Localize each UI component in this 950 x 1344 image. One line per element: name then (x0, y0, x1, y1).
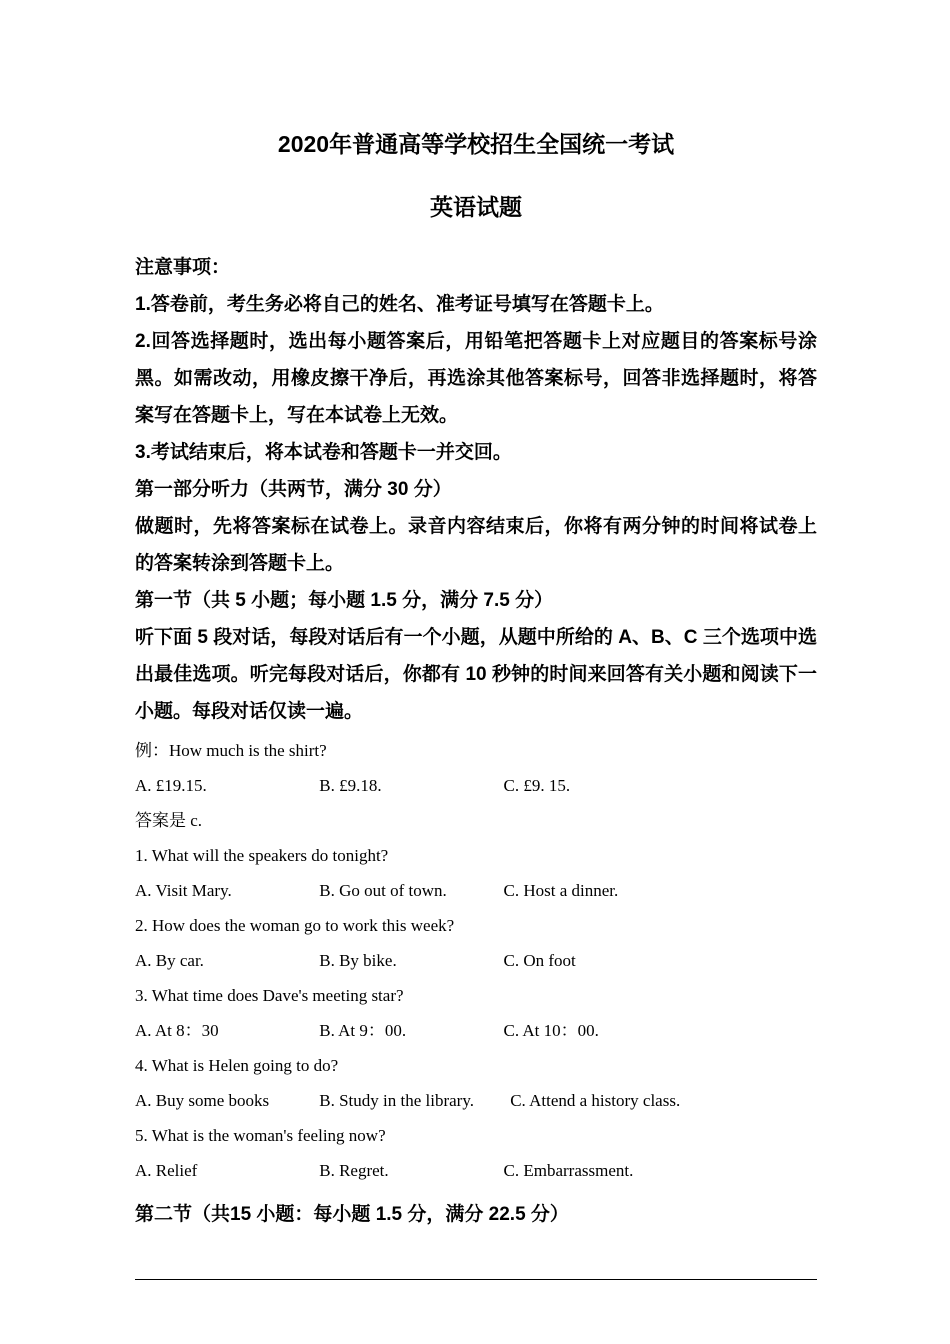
question-4-option-b: B. Study in the library. (319, 1091, 474, 1110)
question-2-options (135, 951, 817, 971)
question-2-option-c: C. On foot (503, 951, 576, 970)
question-5-options (135, 1161, 817, 1181)
section2-heading: 第二节（共15 小题：每小题 1.5 分，满分 22.5 分） (135, 1204, 569, 1225)
question-1-option-b: B. Go out of town. (319, 881, 447, 900)
question-5-text: 5. What is the woman's feeling now? (135, 1126, 386, 1145)
note-item-1: 1.答卷前，考生务必将自己的姓名、准考证号填写在答题卡上。 (135, 294, 664, 315)
question-3-text: 3. What time does Dave's meeting star? (135, 986, 404, 1005)
question-3-option-c: C. At 10：00. (503, 1021, 599, 1040)
page-content (135, 0, 817, 1280)
question-4-option-a: A. Buy some books (135, 1091, 270, 1110)
question-4-options (135, 1091, 817, 1111)
question-5-option-a: A. Relief (135, 1161, 198, 1180)
question-1-option-c: C. Host a dinner. (503, 881, 619, 900)
question-2-option-a: A. By car. (135, 951, 204, 970)
section1-heading: 第一节（共 5 小题；每小题 1.5 分，满分 7.5 分） (135, 590, 554, 611)
question-5-option-c: C. Embarrassment. (503, 1161, 634, 1180)
example-option-a: A. £19.15. (135, 776, 207, 795)
question-3-options (135, 1021, 817, 1041)
exam-title: 2020年普通高等学校招生全国统一考试 (277, 131, 675, 157)
exam-subtitle: 英语试题 (430, 194, 522, 220)
part1-note: 做题时，先将答案标在试卷上。录音内容结束后，你将有两分钟的时间将试卷上的答案转涂到答题卡上。 (135, 516, 817, 574)
question-3-option-b: B. At 9：00. (319, 1021, 407, 1040)
example-question: 例：How much is the shirt? (135, 741, 327, 760)
question-2-text: 2. How does the woman go to work this week? (135, 916, 455, 935)
example-options (135, 776, 817, 796)
footer-divider (135, 1279, 817, 1280)
question-4-option-c: C. Attend a history class. (510, 1091, 681, 1110)
question-5-option-b: B. Regret. (319, 1161, 389, 1180)
question-1-option-a: A. Visit Mary. (135, 881, 232, 900)
example-option-b: B. £9.18. (319, 776, 382, 795)
notes-heading: 注意事项： (135, 257, 231, 278)
question-1-text: 1. What will the speakers do tonight? (135, 846, 389, 865)
note-item-2: 2.回答选择题时，选出每小题答案后，用铅笔把答题卡上对应题目的答案标号涂黑。如需改动，用橡皮擦干净后，再选涂其他答案标号，回答非选择题时，将答案写在答题卡上，写在本试卷上无效。 (135, 331, 817, 426)
question-1-options (135, 881, 817, 901)
question-2-option-b: B. By bike. (319, 951, 397, 970)
question-4-text: 4. What is Helen going to do? (135, 1056, 339, 1075)
example-answer: 答案是 c. (135, 811, 203, 830)
example-option-c: C. £9. 15. (503, 776, 571, 795)
question-3-option-a: A. At 8：30 (135, 1021, 219, 1040)
section1-note: 听下面 5 段对话，每段对话后有一个小题，从题中所给的 A、B、C 三个选项中选出最佳选项。听完每段对话后，你都有 10 秒钟的时间来回答有关小题和阅读下一小题。每段对话仅读一遍。 (135, 627, 817, 722)
part1-heading: 第一部分听力（共两节，满分 30 分） (135, 479, 452, 500)
note-item-3: 3.考试结束后，将本试卷和答题卡一并交回。 (135, 442, 512, 463)
